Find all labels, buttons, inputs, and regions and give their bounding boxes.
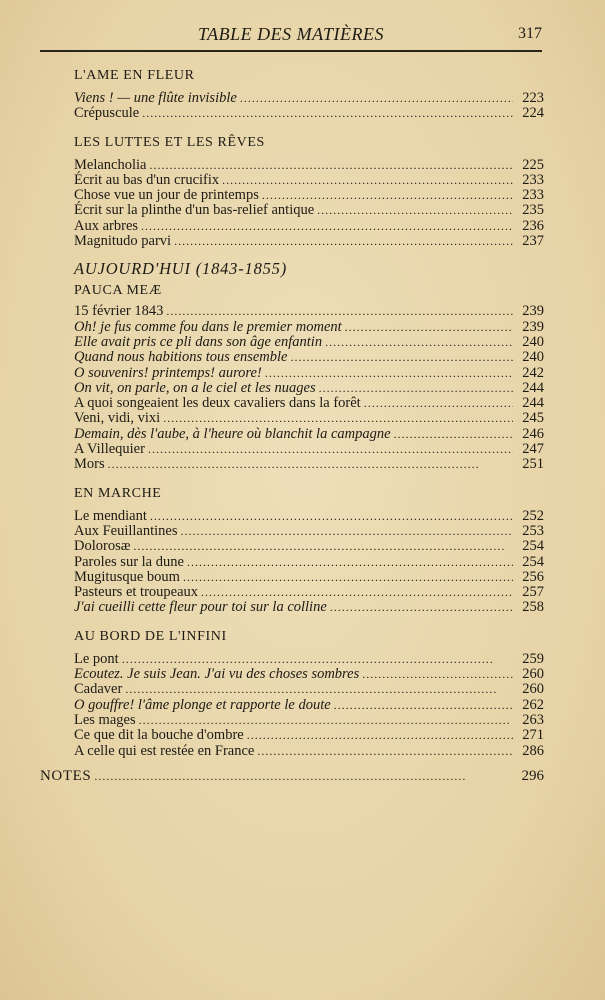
toc-entry[interactable] xyxy=(74,600,544,615)
entry-title: Melancholia xyxy=(74,156,147,173)
toc-entry[interactable] xyxy=(74,234,544,249)
toc-entry[interactable] xyxy=(74,106,544,121)
dot-leader xyxy=(122,652,513,667)
toc-entry[interactable] xyxy=(74,713,544,728)
dot-leader xyxy=(125,682,513,697)
toc-entry[interactable] xyxy=(74,728,544,743)
dot-leader xyxy=(201,585,513,600)
toc-entry[interactable] xyxy=(74,570,544,585)
dot-leader xyxy=(141,219,513,234)
section-title: L'AME EN FLEUR xyxy=(74,68,195,83)
toc-entry[interactable] xyxy=(74,335,544,350)
dot-leader xyxy=(108,457,513,472)
entry-page: 260 xyxy=(522,681,544,698)
toc-entry[interactable] xyxy=(74,396,544,411)
entry-title: Paroles sur la dune xyxy=(74,553,184,570)
toc-entry[interactable] xyxy=(74,457,544,472)
toc-entry-notes[interactable] xyxy=(40,768,544,785)
entry-page: 252 xyxy=(522,507,544,524)
dot-leader xyxy=(163,411,513,426)
entry-page: 239 xyxy=(522,303,544,320)
entry-page: 244 xyxy=(522,379,544,396)
entry-title: Ce que dit la bouche d'ombre xyxy=(74,727,244,744)
entry-title: O gouffre! l'âme plonge et rapporte le doute xyxy=(74,696,331,713)
entry-title: Magnitudo parvi xyxy=(74,233,172,250)
entry-title: A quoi songeaient les deux cavaliers dans la forêt xyxy=(74,395,361,412)
entry-page: 260 xyxy=(522,666,544,683)
dot-leader xyxy=(257,744,513,759)
entry-title: Demain, dès l'aube, à l'heure où blanchit la campagne xyxy=(74,425,391,442)
entry-title: A Villequier xyxy=(74,441,145,458)
entry-title: Dolorosæ xyxy=(74,538,131,555)
entry-title: On vit, on parle, on a le ciel et les nuages xyxy=(74,379,316,396)
entry-page: 233 xyxy=(522,171,544,188)
dot-leader xyxy=(133,539,513,554)
toc-entry[interactable] xyxy=(74,158,544,173)
toc-entry[interactable] xyxy=(74,652,544,667)
entry-page: 251 xyxy=(522,456,544,473)
dot-leader xyxy=(94,769,511,784)
section-luttes-et-reves xyxy=(74,135,544,250)
entry-page: 254 xyxy=(522,538,544,555)
toc-entry[interactable] xyxy=(74,304,544,319)
entry-title: Aux arbres xyxy=(74,217,139,234)
toc-entry[interactable] xyxy=(74,555,544,570)
dot-leader xyxy=(183,570,513,585)
toc-entry[interactable] xyxy=(74,698,544,713)
entry-page: 245 xyxy=(522,410,544,427)
toc-entry[interactable] xyxy=(74,509,544,524)
subsection-title: PAUCA MEÆ xyxy=(74,283,162,299)
dot-leader xyxy=(364,396,513,411)
entry-title: Le pont xyxy=(74,650,119,667)
entry-page: 224 xyxy=(522,105,544,122)
entry-page: 246 xyxy=(522,425,544,442)
dot-leader xyxy=(174,234,513,249)
toc-entry[interactable] xyxy=(74,539,544,554)
dot-leader xyxy=(181,524,513,539)
dot-leader xyxy=(265,366,513,381)
entry-title: Mugitusque boum xyxy=(74,568,180,585)
toc-entry[interactable] xyxy=(74,203,544,218)
section-title: LES LUTTES ET LES RÊVES xyxy=(74,134,265,150)
section-ame-en-fleur xyxy=(74,68,544,122)
dot-leader xyxy=(222,173,513,188)
dot-leader xyxy=(187,555,513,570)
entry-title: 15 février 1843 xyxy=(74,303,164,320)
entry-title: Ecoutez. Je suis Jean. J'ai vu des choses sombres xyxy=(74,666,360,683)
entry-page: 247 xyxy=(522,441,544,458)
entry-page: 259 xyxy=(522,650,544,667)
toc-entry[interactable] xyxy=(74,350,544,365)
part-title: AUJOURD'HUI (1843-1855) xyxy=(74,259,288,279)
entry-title: Elle avait pris ce pli dans son âge enfantin xyxy=(74,333,323,350)
dot-leader xyxy=(247,728,513,743)
dot-leader xyxy=(139,713,513,728)
toc-entry[interactable] xyxy=(74,682,544,697)
toc-entry[interactable] xyxy=(74,524,544,539)
entry-page: 258 xyxy=(522,599,544,616)
table-of-contents xyxy=(74,68,544,768)
entry-page: 239 xyxy=(522,318,544,335)
dot-leader xyxy=(325,335,513,350)
entry-page: 242 xyxy=(522,364,544,381)
entry-page: 223 xyxy=(522,90,544,106)
toc-entry[interactable] xyxy=(74,366,544,381)
dot-leader xyxy=(394,427,513,442)
entry-page: 233 xyxy=(522,187,544,204)
dot-leader xyxy=(150,509,513,524)
entry-title: NOTES xyxy=(40,768,92,784)
entry-page: 244 xyxy=(522,395,544,412)
entry-title: Aux Feuillantines xyxy=(74,522,178,539)
entry-title: Écrit sur la plinthe d'un bas-relief antique xyxy=(74,202,315,219)
entry-title: Écrit au bas d'un crucifix xyxy=(74,171,220,188)
page-number: 317 xyxy=(518,25,542,42)
toc-entry[interactable] xyxy=(74,381,544,396)
section-aujourdhui xyxy=(74,259,544,472)
entry-title: J'ai cueilli cette fleur pour toi sur la colline xyxy=(74,599,327,616)
entry-title: A celle qui est restée en France xyxy=(74,742,255,759)
section-au-bord-de-l-infini xyxy=(74,629,544,759)
entry-title: Mors xyxy=(74,456,105,473)
entry-page: 253 xyxy=(522,522,544,539)
entry-title: Pasteurs et troupeaux xyxy=(74,584,199,601)
dot-leader xyxy=(166,304,513,319)
toc-entry[interactable] xyxy=(74,667,544,682)
toc-entry[interactable] xyxy=(74,173,544,188)
entry-page: 263 xyxy=(522,711,544,728)
toc-entry[interactable] xyxy=(74,585,544,600)
running-title: TABLE DES MATIÈRES xyxy=(198,24,384,44)
entry-title: O souvenirs! printemps! aurore! xyxy=(74,364,262,381)
section-title: AU BORD DE L'INFINI xyxy=(74,628,227,644)
entry-title: Viens ! — une flûte invisible xyxy=(74,90,237,106)
dot-leader xyxy=(345,320,513,335)
entry-title: Chose vue un jour de printemps xyxy=(74,187,259,204)
dot-leader xyxy=(334,698,513,713)
entry-page: 271 xyxy=(522,727,544,744)
entry-page: 262 xyxy=(522,696,544,713)
entry-title: Quand nous habitions tous ensemble xyxy=(74,349,288,366)
section-title: EN MARCHE xyxy=(74,485,162,501)
page-header xyxy=(40,22,542,52)
dot-leader xyxy=(319,381,513,396)
entry-page: 286 xyxy=(522,742,544,759)
toc-entry[interactable] xyxy=(74,744,544,759)
toc-entry[interactable] xyxy=(74,427,544,442)
entry-page: 257 xyxy=(522,584,544,601)
entry-title: Crépuscule xyxy=(74,105,140,122)
toc-entry[interactable] xyxy=(74,411,544,426)
entry-title: Oh! je fus comme fou dans le premier moment xyxy=(74,318,342,335)
entry-title: Cadaver xyxy=(74,681,123,698)
dot-leader xyxy=(240,91,513,106)
entry-page: 240 xyxy=(522,349,544,366)
section-en-marche xyxy=(74,486,544,616)
dot-leader xyxy=(317,203,513,218)
entry-page: 256 xyxy=(522,568,544,585)
dot-leader xyxy=(290,350,513,365)
dot-leader xyxy=(149,158,513,173)
toc-entry[interactable] xyxy=(74,91,544,106)
entry-page: 237 xyxy=(522,233,544,250)
entry-title: Les mages xyxy=(74,711,136,728)
dot-leader xyxy=(330,600,513,615)
entry-title: Veni, vidi, vixi xyxy=(74,410,161,427)
toc-entry[interactable] xyxy=(74,442,544,457)
dot-leader xyxy=(148,442,513,457)
entry-page: 296 xyxy=(521,768,544,784)
toc-entry[interactable] xyxy=(74,320,544,335)
entry-page: 254 xyxy=(522,553,544,570)
entry-page: 240 xyxy=(522,333,544,350)
entry-page: 236 xyxy=(522,217,544,234)
entry-page: 225 xyxy=(522,156,544,173)
entry-title: Le mendiant xyxy=(74,507,147,524)
dot-leader xyxy=(142,106,513,121)
dot-leader xyxy=(362,667,513,682)
entry-page: 235 xyxy=(522,202,544,219)
toc-entry[interactable] xyxy=(74,219,544,234)
